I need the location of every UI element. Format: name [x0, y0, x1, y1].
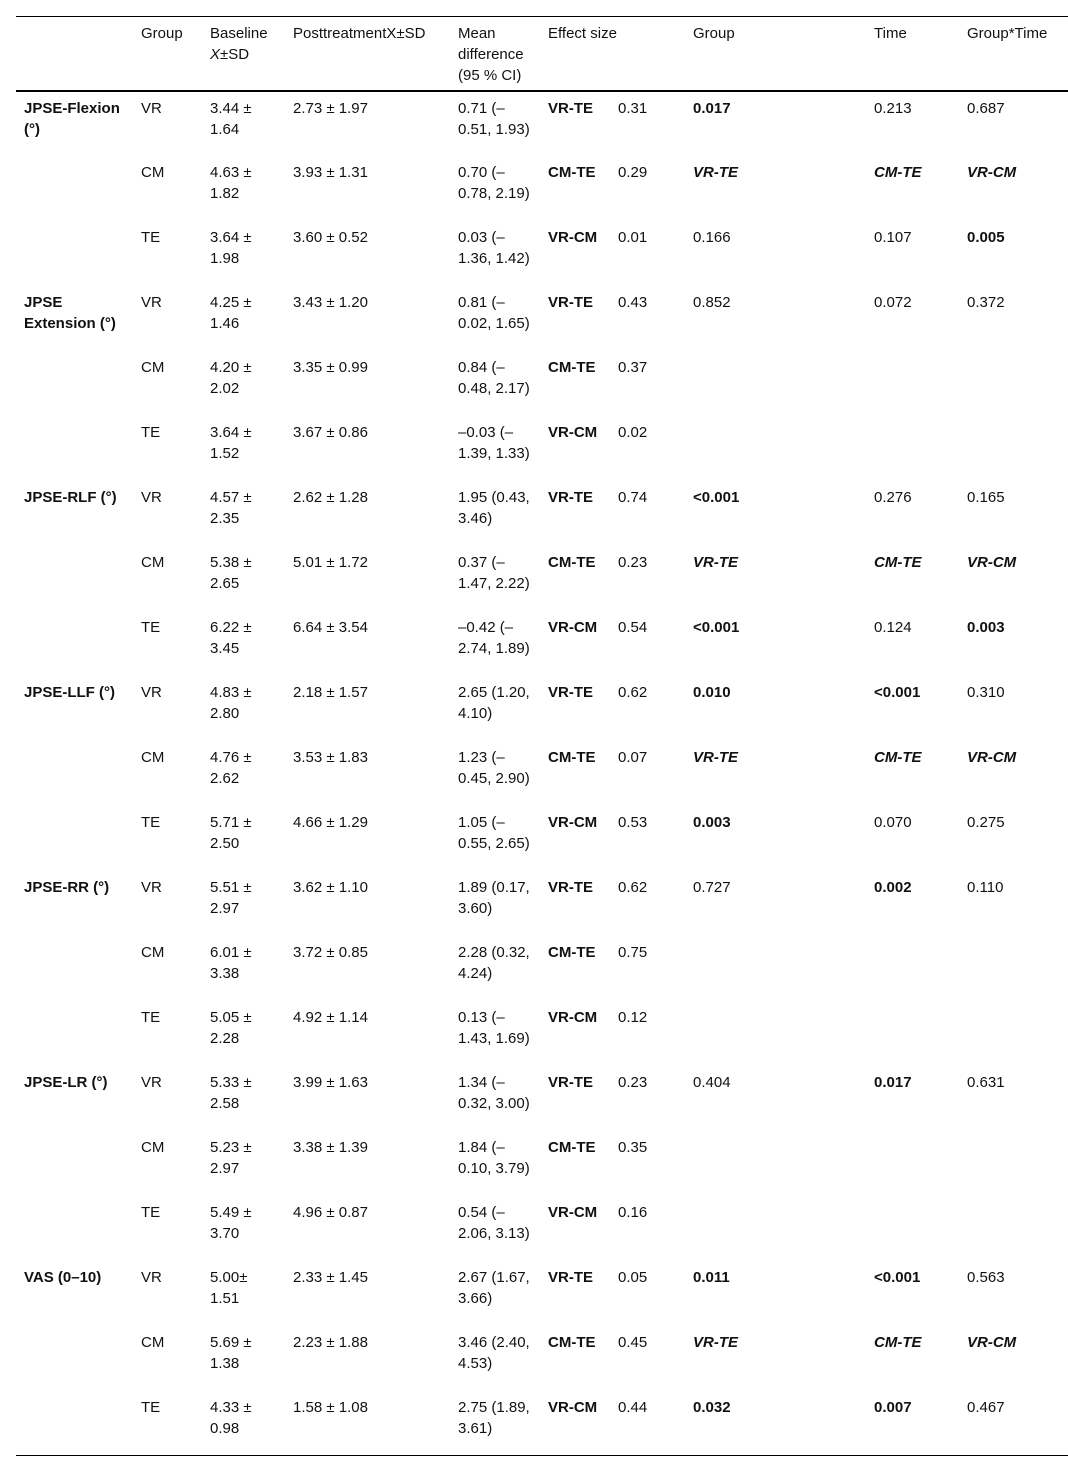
cell-p-group-time — [959, 416, 1068, 481]
cell-p-time: 0.002 — [874, 878, 912, 896]
cell-variable — [16, 1391, 133, 1456]
cell-variable — [16, 936, 133, 1001]
cell-baseline: 5.51 ± 2.97 — [210, 878, 252, 917]
cell-comparison-pair: VR-TE — [548, 1268, 593, 1286]
cell-effect-size: 0.23 — [618, 1073, 648, 1091]
cell-p-group-time: 0.372 — [967, 293, 1005, 311]
table-row — [16, 676, 1068, 741]
cell-p-group: 0.166 — [693, 228, 731, 246]
cell-comparison-pair: CM-TE — [548, 1333, 596, 1351]
cell-effect-size: 0.35 — [618, 1138, 648, 1156]
cell-p-group: 0.852 — [693, 293, 731, 311]
cell-p-group: VR-TE — [693, 1333, 739, 1351]
cell-p-group-time: 0.310 — [967, 683, 1005, 701]
cell-effect-size: 0.54 — [618, 618, 648, 636]
cell-posttreatment: 3.43 ± 1.20 — [293, 293, 368, 311]
cell-mean-difference: 2.28 (0.32, 4.24) — [458, 943, 530, 982]
cell-p-group-time: VR-CM — [967, 553, 1017, 571]
cell-p-group: VR-TE — [693, 748, 739, 766]
cell-mean-difference: 1.84 (–0.10, 3.79) — [458, 1138, 530, 1177]
cell-comparison-pair: CM-TE — [548, 943, 596, 961]
cell-p-group-time: 0.003 — [967, 618, 1005, 636]
cell-baseline: 5.49 ± 3.70 — [210, 1203, 252, 1242]
cell-mean-difference: 0.54 (–2.06, 3.13) — [458, 1203, 530, 1242]
cell-variable — [16, 221, 133, 286]
cell-baseline: 5.33 ± 2.58 — [210, 1073, 252, 1112]
cell-variable: JPSE-RLF (°) — [24, 488, 117, 506]
table-row — [16, 936, 1068, 1001]
cell-group: TE — [141, 1008, 161, 1026]
cell-mean-difference: 1.23 (–0.45, 2.90) — [458, 748, 530, 787]
cell-group: VR — [141, 488, 162, 506]
cell-p-time — [866, 351, 959, 416]
cell-p-group-time: 0.275 — [967, 813, 1005, 831]
cell-comparison-pair: CM-TE — [548, 163, 596, 181]
table-row — [16, 416, 1068, 481]
cell-comparison-pair: VR-CM — [548, 228, 598, 246]
cell-group: TE — [141, 813, 161, 831]
cell-posttreatment: 3.72 ± 0.85 — [293, 943, 368, 961]
cell-effect-size: 0.23 — [618, 553, 648, 571]
cell-posttreatment: 3.99 ± 1.63 — [293, 1073, 368, 1091]
cell-p-group — [685, 936, 866, 1001]
cell-baseline: 3.64 ± 1.52 — [210, 423, 252, 462]
cell-variable — [16, 1131, 133, 1196]
cell-variable — [16, 806, 133, 871]
cell-p-group-time: 0.165 — [967, 488, 1005, 506]
cell-mean-difference: 0.81 (–0.02, 1.65) — [458, 293, 530, 332]
cell-posttreatment: 1.58 ± 1.08 — [293, 1398, 368, 1416]
cell-p-group-time — [959, 936, 1068, 1001]
cell-p-group — [685, 416, 866, 481]
cell-posttreatment: 2.62 ± 1.28 — [293, 488, 368, 506]
cell-mean-difference: –0.03 (–1.39, 1.33) — [458, 423, 530, 462]
cell-effect-size: 0.29 — [618, 163, 648, 181]
table-row — [16, 351, 1068, 416]
cell-p-time: 0.107 — [874, 228, 912, 246]
cell-group: CM — [141, 163, 165, 181]
cell-p-time: CM-TE — [874, 553, 922, 571]
cell-effect-size: 0.53 — [618, 813, 648, 831]
cell-comparison-pair: CM-TE — [548, 1138, 596, 1156]
cell-group: TE — [141, 1398, 161, 1416]
cell-variable: VAS (0–10) — [24, 1268, 102, 1286]
table-row — [16, 286, 1068, 351]
cell-p-group — [685, 351, 866, 416]
cell-p-group — [685, 1196, 866, 1261]
cell-posttreatment: 3.62 ± 1.10 — [293, 878, 368, 896]
cell-effect-size: 0.45 — [618, 1333, 648, 1351]
cell-p-time: <0.001 — [874, 683, 921, 701]
cell-p-group: 0.032 — [693, 1398, 731, 1416]
cell-mean-difference: 0.13 (–1.43, 1.69) — [458, 1008, 530, 1047]
cell-mean-difference: 0.71 (–0.51, 1.93) — [458, 99, 530, 138]
table-row — [16, 741, 1068, 806]
cell-p-time: 0.017 — [874, 1073, 912, 1091]
cell-p-group: 0.404 — [693, 1073, 731, 1091]
cell-variable: JPSE Extension (°) — [24, 293, 116, 332]
cell-baseline: 4.25 ± 1.46 — [210, 293, 252, 332]
cell-effect-size: 0.44 — [618, 1398, 648, 1416]
cell-mean-difference: 0.70 (–0.78, 2.19) — [458, 163, 530, 202]
cell-group: VR — [141, 878, 162, 896]
cell-group: CM — [141, 748, 165, 766]
cell-posttreatment: 3.35 ± 0.99 — [293, 358, 368, 376]
cell-group: TE — [141, 228, 161, 246]
cell-effect-size: 0.62 — [618, 683, 648, 701]
cell-posttreatment: 3.93 ± 1.31 — [293, 163, 368, 181]
cell-mean-difference: 0.37 (–1.47, 2.22) — [458, 553, 530, 592]
cell-p-group: 0.017 — [693, 99, 731, 117]
cell-effect-size: 0.01 — [618, 228, 648, 246]
cell-p-group: 0.011 — [693, 1268, 730, 1286]
header-row — [16, 17, 1068, 91]
cell-baseline: 6.22 ± 3.45 — [210, 618, 252, 657]
cell-baseline: 3.64 ± 1.98 — [210, 228, 252, 267]
cell-comparison-pair: VR-CM — [548, 813, 598, 831]
cell-p-time: 0.276 — [874, 488, 912, 506]
cell-posttreatment: 3.53 ± 1.83 — [293, 748, 368, 766]
cell-p-time — [866, 416, 959, 481]
cell-baseline: 4.76 ± 2.62 — [210, 748, 252, 787]
cell-variable — [16, 546, 133, 611]
table-row — [16, 156, 1068, 221]
cell-group: VR — [141, 683, 162, 701]
cell-p-group — [685, 1131, 866, 1196]
cell-p-time — [866, 1001, 959, 1066]
header-posttreatment: PosttreatmentX±SD — [293, 25, 426, 42]
cell-p-group-time: VR-CM — [967, 1333, 1017, 1351]
cell-mean-difference: 1.05 (–0.55, 2.65) — [458, 813, 530, 852]
cell-mean-difference: 3.46 (2.40, 4.53) — [458, 1333, 530, 1372]
header-p-group: Group — [693, 25, 735, 42]
cell-comparison-pair: VR-TE — [548, 1073, 593, 1091]
cell-p-group-time — [959, 351, 1068, 416]
cell-effect-size: 0.16 — [618, 1203, 648, 1221]
cell-p-group-time — [959, 1196, 1068, 1261]
cell-baseline: 5.71 ± 2.50 — [210, 813, 252, 852]
cell-variable — [16, 1001, 133, 1066]
cell-group: CM — [141, 943, 165, 961]
cell-group: TE — [141, 618, 161, 636]
cell-comparison-pair: VR-CM — [548, 618, 598, 636]
cell-variable: JPSE-LLF (°) — [24, 683, 115, 701]
cell-variable — [16, 1326, 133, 1391]
cell-group: TE — [141, 423, 161, 441]
cell-effect-size: 0.05 — [618, 1268, 648, 1286]
cell-mean-difference: 2.75 (1.89, 3.61) — [458, 1398, 530, 1437]
cell-variable — [16, 741, 133, 806]
table-row — [16, 481, 1068, 546]
cell-effect-size: 0.43 — [618, 293, 648, 311]
cell-group: TE — [141, 1203, 161, 1221]
cell-group: VR — [141, 1073, 162, 1091]
cell-p-group: <0.001 — [693, 618, 740, 636]
cell-effect-size: 0.74 — [618, 488, 648, 506]
cell-p-group: VR-TE — [693, 553, 739, 571]
cell-p-group: 0.010 — [693, 683, 731, 701]
cell-mean-difference: 2.67 (1.67, 3.66) — [458, 1268, 530, 1307]
cell-p-group-time: 0.110 — [967, 878, 1004, 896]
table-row — [16, 1131, 1068, 1196]
cell-effect-size: 0.12 — [618, 1008, 648, 1026]
cell-variable — [16, 1196, 133, 1261]
cell-mean-difference: 1.89 (0.17, 3.60) — [458, 878, 530, 917]
cell-posttreatment: 2.73 ± 1.97 — [293, 99, 368, 117]
cell-comparison-pair: VR-CM — [548, 1008, 598, 1026]
cell-posttreatment: 2.18 ± 1.57 — [293, 683, 368, 701]
cell-p-time: <0.001 — [874, 1268, 921, 1286]
cell-comparison-pair: VR-TE — [548, 293, 593, 311]
cell-group: VR — [141, 99, 162, 117]
table-row — [16, 1196, 1068, 1261]
cell-group: VR — [141, 293, 162, 311]
cell-comparison-pair: VR-TE — [548, 683, 593, 701]
cell-p-time: 0.213 — [874, 99, 912, 117]
table-row — [16, 1001, 1068, 1066]
cell-effect-size: 0.02 — [618, 423, 648, 441]
results-table — [16, 16, 1068, 1456]
header-mean-difference: Mean difference (95 % CI) — [458, 25, 524, 84]
cell-p-time: 0.007 — [874, 1398, 912, 1416]
cell-group: CM — [141, 553, 165, 571]
cell-p-group-time: 0.467 — [967, 1398, 1005, 1416]
table-row — [16, 806, 1068, 871]
cell-p-group-time: 0.005 — [967, 228, 1005, 246]
cell-posttreatment: 2.23 ± 1.88 — [293, 1333, 368, 1351]
header-p-group-time: Group*Time — [967, 25, 1048, 42]
cell-mean-difference: 1.95 (0.43, 3.46) — [458, 488, 530, 527]
table-row — [16, 1326, 1068, 1391]
cell-mean-difference: 1.34 (–0.32, 3.00) — [458, 1073, 530, 1112]
cell-baseline: 4.63 ± 1.82 — [210, 163, 252, 202]
cell-variable: JPSE-Flexion (°) — [24, 99, 120, 138]
cell-effect-size: 0.62 — [618, 878, 648, 896]
cell-mean-difference: 0.84 (–0.48, 2.17) — [458, 358, 530, 397]
cell-baseline: 5.00± 1.51 — [210, 1268, 248, 1307]
cell-p-group-time — [959, 1001, 1068, 1066]
cell-p-group — [685, 1001, 866, 1066]
cell-comparison-pair: CM-TE — [548, 553, 596, 571]
table-row — [16, 221, 1068, 286]
cell-group: CM — [141, 1333, 165, 1351]
cell-baseline: 5.23 ± 2.97 — [210, 1138, 252, 1177]
cell-baseline: 4.83 ± 2.80 — [210, 683, 252, 722]
cell-p-time — [866, 1196, 959, 1261]
cell-p-group-time: VR-CM — [967, 163, 1017, 181]
cell-posttreatment: 3.67 ± 0.86 — [293, 423, 368, 441]
cell-variable: JPSE-RR (°) — [24, 878, 110, 896]
header-baseline: Baseline X±SD — [210, 25, 268, 63]
cell-baseline: 4.57 ± 2.35 — [210, 488, 252, 527]
cell-effect-size: 0.07 — [618, 748, 648, 766]
cell-baseline: 4.20 ± 2.02 — [210, 358, 252, 397]
cell-comparison-pair: VR-CM — [548, 1203, 598, 1221]
table-row — [16, 91, 1068, 156]
cell-posttreatment: 3.60 ± 0.52 — [293, 228, 368, 246]
cell-baseline: 5.38 ± 2.65 — [210, 553, 252, 592]
cell-p-group-time — [959, 1131, 1068, 1196]
cell-baseline: 3.44 ± 1.64 — [210, 99, 252, 138]
cell-variable — [16, 156, 133, 221]
cell-mean-difference: 0.03 (–1.36, 1.42) — [458, 228, 530, 267]
cell-p-time: CM-TE — [874, 163, 922, 181]
cell-comparison-pair: VR-TE — [548, 878, 593, 896]
cell-posttreatment: 6.64 ± 3.54 — [293, 618, 368, 636]
cell-effect-size: 0.31 — [618, 99, 648, 117]
cell-p-time: CM-TE — [874, 748, 922, 766]
cell-p-group-time: 0.687 — [967, 99, 1005, 117]
cell-p-time: 0.124 — [874, 618, 912, 636]
cell-comparison-pair: CM-TE — [548, 358, 596, 376]
cell-p-time: 0.072 — [874, 293, 912, 311]
cell-variable — [16, 351, 133, 416]
cell-p-group-time: 0.563 — [967, 1268, 1005, 1286]
cell-p-group-time: VR-CM — [967, 748, 1017, 766]
table-row — [16, 611, 1068, 676]
table-row — [16, 1066, 1068, 1131]
cell-group: CM — [141, 358, 165, 376]
header-effect-size: Effect size — [548, 25, 617, 42]
table-row — [16, 871, 1068, 936]
cell-variable: JPSE-LR (°) — [24, 1073, 108, 1091]
cell-p-group: VR-TE — [693, 163, 739, 181]
cell-comparison-pair: VR-TE — [548, 488, 593, 506]
cell-baseline: 5.05 ± 2.28 — [210, 1008, 252, 1047]
cell-p-group: 0.003 — [693, 813, 731, 831]
cell-variable — [16, 611, 133, 676]
cell-posttreatment: 2.33 ± 1.45 — [293, 1268, 368, 1286]
header-p-time: Time — [874, 25, 907, 42]
cell-effect-size: 0.75 — [618, 943, 648, 961]
cell-p-group-time: 0.631 — [967, 1073, 1005, 1091]
cell-p-group: <0.001 — [693, 488, 740, 506]
cell-mean-difference: 2.65 (1.20, 4.10) — [458, 683, 530, 722]
cell-effect-size: 0.37 — [618, 358, 648, 376]
cell-baseline: 5.69 ± 1.38 — [210, 1333, 252, 1372]
header-variable — [16, 17, 133, 91]
cell-posttreatment: 5.01 ± 1.72 — [293, 553, 368, 571]
header-group: Group — [141, 25, 183, 42]
cell-comparison-pair: VR-TE — [548, 99, 593, 117]
cell-posttreatment: 3.38 ± 1.39 — [293, 1138, 368, 1156]
cell-p-time: CM-TE — [874, 1333, 922, 1351]
cell-comparison-pair: CM-TE — [548, 748, 596, 766]
cell-p-time — [866, 1131, 959, 1196]
cell-variable — [16, 416, 133, 481]
table-row — [16, 1261, 1068, 1326]
cell-p-time — [866, 936, 959, 1001]
cell-group: CM — [141, 1138, 165, 1156]
cell-comparison-pair: VR-CM — [548, 1398, 598, 1416]
cell-posttreatment: 4.96 ± 0.87 — [293, 1203, 368, 1221]
table-row — [16, 546, 1068, 611]
cell-comparison-pair: VR-CM — [548, 423, 598, 441]
cell-posttreatment: 4.66 ± 1.29 — [293, 813, 368, 831]
cell-baseline: 4.33 ± 0.98 — [210, 1398, 252, 1437]
table-row — [16, 1391, 1068, 1456]
cell-p-group: 0.727 — [693, 878, 731, 896]
cell-mean-difference: –0.42 (–2.74, 1.89) — [458, 618, 530, 657]
cell-p-time: 0.070 — [874, 813, 912, 831]
cell-baseline: 6.01 ± 3.38 — [210, 943, 252, 982]
cell-group: VR — [141, 1268, 162, 1286]
cell-posttreatment: 4.92 ± 1.14 — [293, 1008, 368, 1026]
